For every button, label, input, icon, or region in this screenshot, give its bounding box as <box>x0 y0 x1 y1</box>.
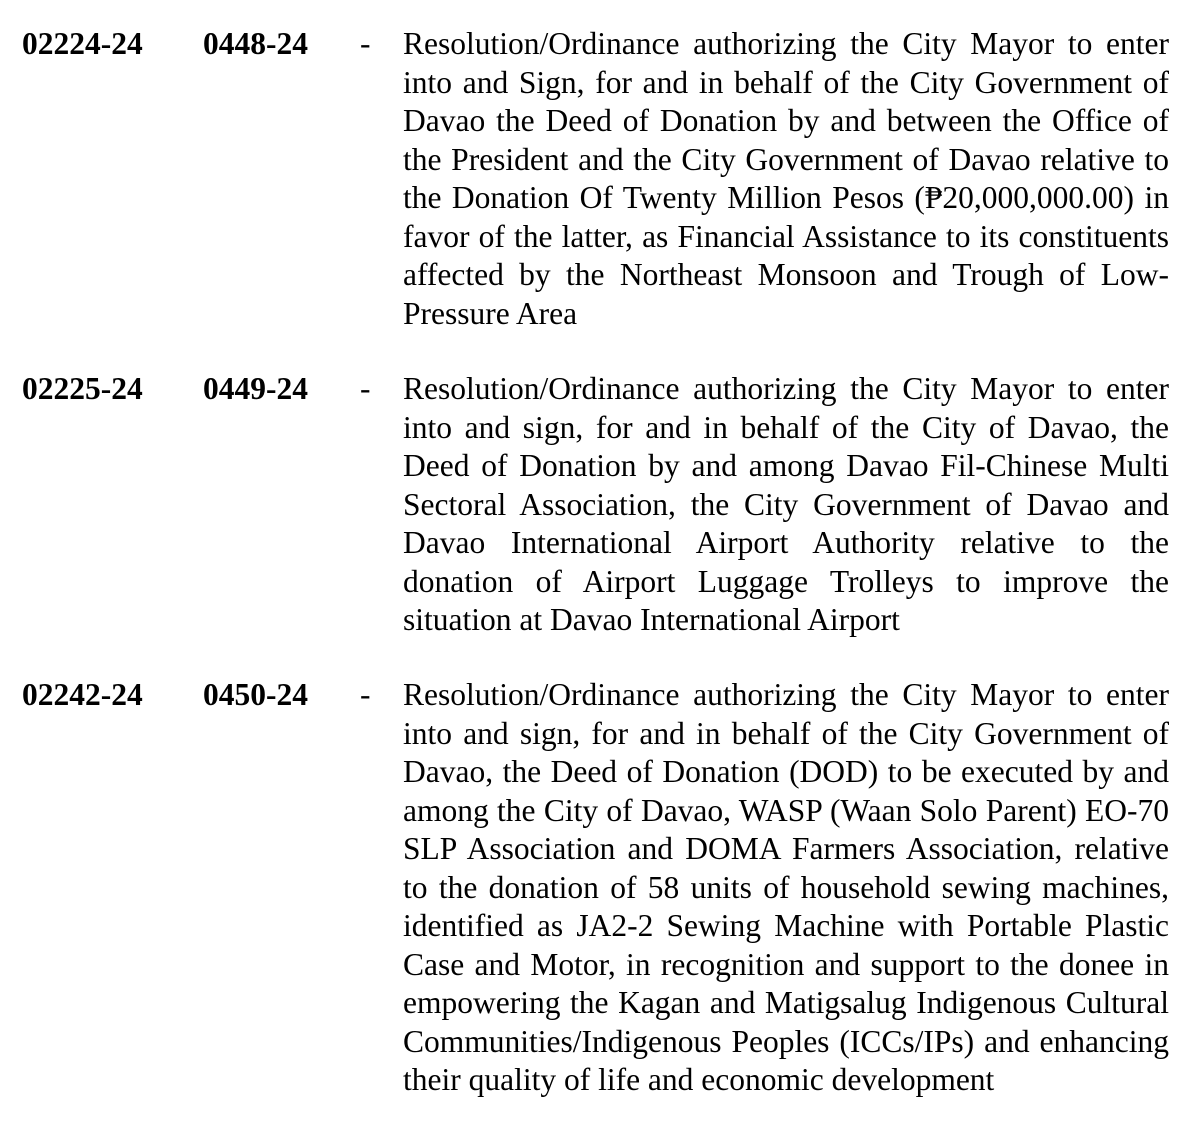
item-number: 0450-24 <box>203 677 308 712</box>
reference-number: 02224-24 <box>22 26 143 61</box>
dash-separator: - <box>360 677 371 712</box>
dash-separator: - <box>360 371 371 406</box>
item-number: 0449-24 <box>203 371 308 406</box>
item-number: 0448-24 <box>203 26 308 61</box>
dash-separator: - <box>360 26 371 61</box>
entry-description: Resolution/Ordinance authorizing the City Mayor to enter into and sign, for and in behalf of the City of Davao, the Deed of Donation by and among Davao Fil-Chinese Multi Sectoral Association, the City Government of Davao and Davao International Airport Authority relative to the donation of Airport Luggage Trolleys to improve the situation at Davao International Airport <box>403 371 1169 637</box>
entry-description: Resolution/Ordinance authorizing the City Mayor to enter into and sign, for and in behalf of the City Government of Davao, the Deed of Donation (DOD) to be executed by and among the City of Davao, WASP (Waan Solo Parent) EO-70 SLP Association and DOMA Farmers Association, relative to the donation of 58 units of household sewing machines, identified as JA2-2 Sewing Machine with Portable Plastic Case and Motor, in recognition and support to the donee in empowering the Kagan and Matigsalug Indigenous Cultural Communities/Indigenous Peoples (ICCs/IPs) and enhancing their quality of life and economic development <box>403 677 1169 1097</box>
entry-description: Resolution/Ordinance authorizing the City Mayor to enter into and Sign, for and in behalf of the City Government of Davao the Deed of Donation by and between the Office of the President and the City Government of Davao relative to the Donation Of Twenty Million Pesos (₱20,000,000.00) in favor of the latter, as Financial Assistance to its constituents affected by the Northeast Monsoon and Trough of Low-Pressure Area <box>403 26 1169 331</box>
reference-number: 02225-24 <box>22 371 143 406</box>
reference-number: 02242-24 <box>22 677 143 712</box>
